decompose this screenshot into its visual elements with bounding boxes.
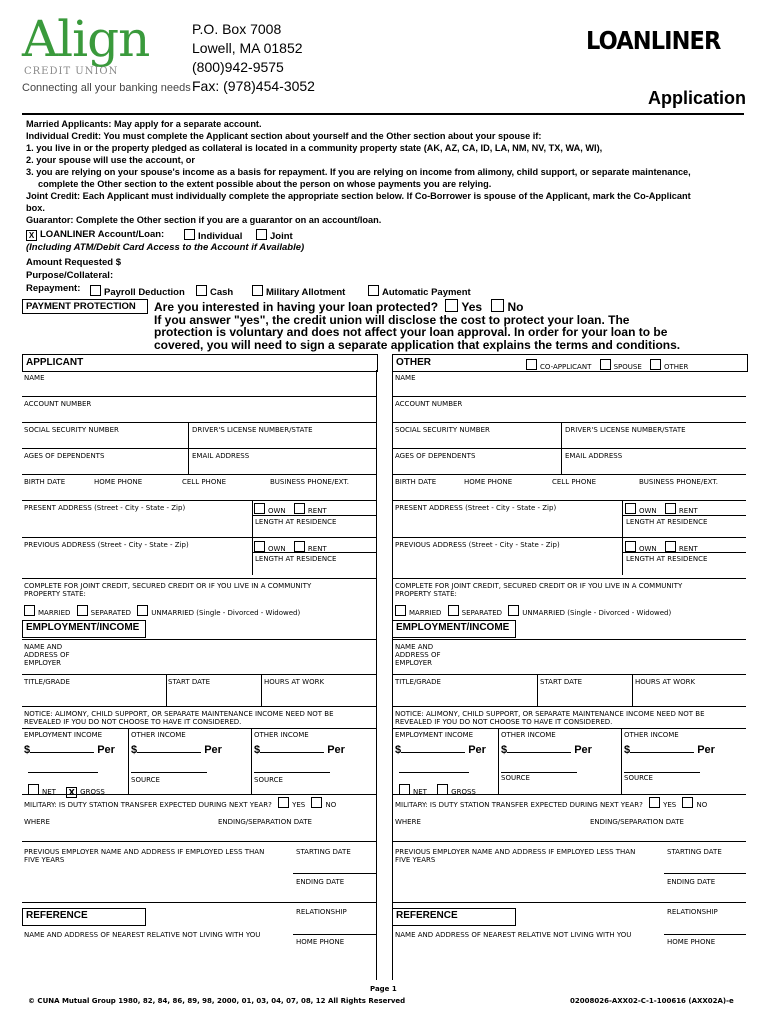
applicant-emp-income-label: EMPLOYMENT INCOME: [24, 731, 103, 739]
applicant-previous-address-field[interactable]: PREVIOUS ADDRESS (Street - City - State - Zip): [24, 541, 189, 549]
other-ssn-field[interactable]: SOCIAL SECURITY NUMBER: [395, 426, 490, 434]
other-reference-header: REFERENCE: [392, 908, 516, 926]
own-checkbox[interactable]: [625, 541, 636, 552]
divider: [22, 706, 377, 707]
applicant-ages-field[interactable]: AGES OF DEPENDENTS: [24, 452, 105, 460]
divider: [664, 873, 746, 874]
cu-address: [192, 20, 315, 96]
dollar-sign: $: [254, 744, 261, 756]
dollar-sign: $: [395, 744, 402, 756]
other-where-field[interactable]: WHERE: [395, 818, 421, 826]
fax: Fax: (978)454-3052: [192, 78, 315, 94]
divider: [22, 537, 377, 538]
applicant-previous-employer-field[interactable]: [24, 848, 264, 864]
own-label: OWN: [639, 545, 657, 553]
phone: (800)942-9575: [192, 59, 284, 75]
other-previous-employer-field[interactable]: [395, 848, 635, 864]
per-line: [399, 772, 469, 773]
unmarried-label: UNMARRIED (Single - Divorced - Widowed): [522, 609, 672, 617]
other-nearest-relative-field[interactable]: NAME AND ADDRESS OF NEAREST RELATIVE NOT LIVING WITH YOU: [395, 931, 632, 939]
co-applicant-checkbox[interactable]: [526, 359, 537, 370]
applicant-account-number-field[interactable]: ACCOUNT NUMBER: [24, 400, 92, 408]
employer-label-line: NAME AND: [24, 643, 63, 651]
previous-employer-line: FIVE YEARS: [24, 856, 65, 864]
divider: [392, 578, 746, 579]
protection-yes-label: Yes: [461, 300, 483, 314]
military-allotment-checkbox[interactable]: [252, 285, 263, 296]
intro-line: 1. you live in or the property pledged as collateral is located in a community property state (AK, AZ, CA, ID, LA, NM, NV, TX, WA, WI),: [26, 143, 603, 153]
divider: [22, 422, 377, 423]
dollar-sign: $: [131, 744, 138, 756]
previous-employer-line: FIVE YEARS: [395, 856, 436, 864]
applicant-ending-sep-field[interactable]: ENDING/SEPARATION DATE: [218, 818, 312, 826]
applicant-other-income-label: OTHER INCOME: [131, 731, 186, 739]
military-yes-checkbox[interactable]: [278, 797, 289, 808]
source-line: [501, 772, 577, 773]
net-label: NET: [413, 788, 427, 796]
rent-label: RENT: [307, 545, 327, 553]
applicant-ssn-field[interactable]: SOCIAL SECURITY NUMBER: [24, 426, 119, 434]
gross-label: GROSS: [451, 788, 476, 796]
other-left-border: [392, 370, 393, 980]
military-question: MILITARY: IS DUTY STATION TRANSFER EXPECTED DURING NEXT YEAR?: [24, 801, 272, 809]
other-starting-date-field[interactable]: STARTING DATE: [667, 848, 722, 856]
other-marital-status: [395, 605, 671, 617]
amount-requested[interactable]: Amount Requested $: [26, 257, 122, 268]
other-income-amount[interactable]: [395, 744, 486, 756]
intro-line: Married Applicants: May apply for a separate account.: [26, 119, 262, 129]
notice-line: NOTICE: ALIMONY, CHILD SUPPORT, OR SEPARATE MAINTENANCE INCOME NEED NOT BE: [24, 710, 334, 718]
separated-checkbox[interactable]: [77, 605, 88, 616]
employer-label-line: EMPLOYER: [24, 659, 62, 667]
other-title: OTHER: [396, 357, 431, 368]
military-no-checkbox[interactable]: [311, 797, 322, 808]
other-ref-home-phone-field[interactable]: HOME PHONE: [667, 938, 716, 946]
own-label: OWN: [639, 507, 657, 515]
applicant-income-amount[interactable]: [24, 744, 115, 756]
other-present-address-field[interactable]: PRESENT ADDRESS (Street - City - State - Zip): [395, 504, 557, 512]
applicant-reference-header: REFERENCE: [22, 908, 146, 926]
divider: [261, 674, 262, 706]
other-name-field[interactable]: NAME: [395, 374, 416, 382]
other-other-income-label-2: OTHER INCOME: [624, 731, 679, 739]
other-prev-length-field[interactable]: LENGTH AT RESIDENCE: [626, 555, 708, 563]
divider: [392, 794, 746, 795]
source-line: [131, 772, 207, 773]
other-option-label: OTHER: [664, 363, 689, 371]
divider: [392, 500, 746, 501]
protection-line: If you answer "yes", the credit union will disclose the cost to protect your loan. The: [154, 312, 630, 327]
applicant-right-border: [376, 370, 377, 980]
rent-checkbox[interactable]: [294, 503, 305, 514]
divider: [252, 537, 253, 575]
no-label: NO: [696, 801, 708, 809]
rent-checkbox[interactable]: [665, 503, 676, 514]
applicant-ending-date-field[interactable]: ENDING DATE: [296, 878, 345, 886]
protection-no-checkbox[interactable]: [491, 299, 504, 312]
divider: [22, 396, 377, 397]
net-label: NET: [42, 788, 56, 796]
military-no-checkbox[interactable]: [682, 797, 693, 808]
other-checkbox[interactable]: [650, 359, 661, 370]
spouse-label: SPOUSE: [613, 363, 642, 371]
applicant-own-rent: [254, 503, 327, 515]
divider: [622, 500, 623, 538]
protection-no-label: No: [507, 300, 524, 314]
employer-label-line: ADDRESS OF: [24, 651, 70, 659]
divider: [664, 934, 746, 935]
page-number: Page 1: [370, 985, 397, 993]
employer-label-line: NAME AND: [395, 643, 434, 651]
payroll-label: Payroll Deduction: [104, 287, 185, 298]
other-length-field[interactable]: LENGTH AT RESIDENCE: [626, 518, 708, 526]
other-account-number-field[interactable]: ACCOUNT NUMBER: [395, 400, 463, 408]
applicant-employer-field[interactable]: [24, 643, 70, 667]
logo-tagline: Connecting all your banking needs: [22, 82, 191, 94]
divider: [392, 728, 746, 729]
applicant-other-income-amount-2[interactable]: [254, 744, 345, 756]
divider: [498, 728, 499, 794]
divider: [22, 578, 377, 579]
divider: [22, 500, 377, 501]
notice-line: REVEALED IF YOU DO NOT CHOOSE TO HAVE IT CONSIDERED.: [395, 718, 613, 726]
intro-line: box.: [26, 203, 45, 213]
other-cell-phone-field[interactable]: CELL PHONE: [552, 478, 596, 486]
divider: [392, 902, 746, 903]
other-role-options: [526, 359, 688, 371]
other-email-field[interactable]: EMAIL ADDRESS: [565, 452, 623, 460]
divider: [392, 674, 746, 675]
per-label: Per: [574, 744, 592, 756]
dollar-sign: $: [24, 744, 31, 756]
gross-checkbox[interactable]: X: [66, 787, 77, 798]
intro-line: 3. you are relying on your spouse's income as a basis for repayment. If you are relying on income from alimony, child support, or separate maintenance,: [26, 167, 691, 177]
applicant-ref-home-phone-field[interactable]: HOME PHONE: [296, 938, 345, 946]
dollar-sign: $: [624, 744, 631, 756]
account-section: [26, 229, 746, 296]
married-label: MARRIED: [38, 609, 71, 617]
protection-text: [154, 299, 746, 351]
cash-label: Cash: [210, 287, 234, 298]
address-line2: Lowell, MA 01852: [192, 40, 303, 56]
divider: [392, 639, 746, 640]
divider: [392, 841, 746, 842]
applicant-relationship-field[interactable]: RELATIONSHIP: [296, 908, 347, 916]
applicant-prev-length-field[interactable]: LENGTH AT RESIDENCE: [255, 555, 337, 563]
no-label: NO: [325, 801, 337, 809]
per-label: Per: [468, 744, 486, 756]
previous-employer-line: PREVIOUS EMPLOYER NAME AND ADDRESS IF EMPLOYED LESS THAN: [24, 848, 265, 856]
applicant-source-field[interactable]: SOURCE: [131, 776, 160, 784]
form-title: Application: [648, 88, 746, 108]
other-ages-field[interactable]: AGES OF DEPENDENTS: [395, 452, 476, 460]
protection-line: covered, you will need to sign a separate application that explains the terms and conditions.: [154, 337, 681, 352]
divider: [128, 728, 129, 794]
other-other-income-amount-2[interactable]: [624, 744, 715, 756]
per-label: Per: [697, 744, 715, 756]
purpose-collateral[interactable]: Purpose/Collateral:: [26, 270, 114, 281]
previous-employer-line: PREVIOUS EMPLOYER NAME AND ADDRESS IF EMPLOYED LESS THAN: [395, 848, 636, 856]
divider: [22, 639, 377, 640]
notice-line: REVEALED IF YOU DO NOT CHOOSE TO HAVE IT CONSIDERED.: [24, 718, 242, 726]
other-notice: [395, 710, 705, 726]
other-title-grade-field[interactable]: TITLE/GRADE: [395, 678, 441, 686]
dollar-sign: $: [501, 744, 508, 756]
divider: [22, 474, 377, 475]
applicant-starting-date-field[interactable]: STARTING DATE: [296, 848, 351, 856]
applicant-name-field[interactable]: NAME: [24, 374, 45, 382]
divider: [22, 902, 377, 903]
other-hours-field[interactable]: HOURS AT WORK: [635, 678, 696, 686]
applicant-title: APPLICANT: [26, 357, 84, 368]
yes-label: YES: [663, 801, 677, 809]
divider: [22, 794, 377, 795]
divider: [252, 552, 377, 553]
payment-protection-label: PAYMENT PROTECTION: [22, 299, 148, 314]
divider: [392, 396, 746, 397]
applicant-title-grade-field[interactable]: TITLE/GRADE: [24, 678, 70, 686]
own-label: OWN: [268, 545, 286, 553]
employer-label-line: EMPLOYER: [395, 659, 433, 667]
intro-line: complete the Other section to the extent possible about the person on whose payments you are relying.: [38, 179, 492, 189]
separated-label: SEPARATED: [90, 609, 132, 617]
own-checkbox[interactable]: [625, 503, 636, 514]
applicant-cell-phone-field[interactable]: CELL PHONE: [182, 478, 226, 486]
married-label: MARRIED: [409, 609, 442, 617]
other-source-field-2[interactable]: SOURCE: [624, 774, 653, 782]
other-joint-note: [395, 582, 682, 598]
logo-word: Align: [22, 10, 150, 68]
applicant-other-income-amount[interactable]: [131, 744, 222, 756]
form-code: 02008026-AXX02-C-1-100616 (AXX02A)-e: [570, 997, 734, 1005]
automatic-payment-label: Automatic Payment: [382, 287, 471, 298]
applicant-net-gross: [28, 784, 105, 798]
applicant-employment-header: EMPLOYMENT/INCOME: [22, 620, 146, 638]
source-line: [254, 772, 330, 773]
spouse-checkbox[interactable]: [600, 359, 611, 370]
protection-line: protection is voluntary and does not affect your loan approval. In order for your loan to be: [154, 325, 668, 339]
applicant-drivers-license-field[interactable]: DRIVER'S LICENSE NUMBER/STATE: [192, 426, 313, 434]
rent-checkbox[interactable]: [294, 541, 305, 552]
divider: [622, 515, 746, 516]
joint-note-line: COMPLETE FOR JOINT CREDIT, SECURED CREDIT OR IF YOU LIVE IN A COMMUNITY: [395, 582, 683, 590]
other-drivers-license-field[interactable]: DRIVER'S LICENSE NUMBER/STATE: [565, 426, 686, 434]
intro-line: 2. your spouse will use the account, or: [26, 155, 195, 165]
protection-yes-checkbox[interactable]: [445, 299, 458, 312]
address-line1: P.O. Box 7008: [192, 21, 282, 37]
joint-note-line: PROPERTY STATE:: [395, 590, 457, 598]
rent-label: RENT: [678, 545, 698, 553]
applicant-home-phone-field[interactable]: HOME PHONE: [94, 478, 143, 486]
co-applicant-label: CO-APPLICANT: [540, 363, 592, 371]
intro-text: [26, 118, 746, 226]
applicant-notice: [24, 710, 334, 726]
military-allotment-label: Military Allotment: [266, 287, 346, 298]
own-checkbox[interactable]: [254, 541, 265, 552]
yes-label: YES: [292, 801, 306, 809]
applicant-present-address-field[interactable]: PRESENT ADDRESS (Street - City - State - Zip): [24, 504, 186, 512]
other-source-field[interactable]: SOURCE: [501, 774, 530, 782]
married-checkbox[interactable]: [395, 605, 406, 616]
applicant-start-date-field[interactable]: START DATE: [168, 678, 211, 686]
notice-line: NOTICE: ALIMONY, CHILD SUPPORT, OR SEPARATE MAINTENANCE INCOME NEED NOT BE: [395, 710, 705, 718]
divider: [251, 728, 252, 794]
divider: [622, 552, 746, 553]
unmarried-checkbox[interactable]: [508, 605, 519, 616]
applicant-hours-field[interactable]: HOURS AT WORK: [264, 678, 325, 686]
applicant-where-field[interactable]: WHERE: [24, 818, 50, 826]
intro-line: Joint Credit: Each Applicant must individually complete the appropriate section below. If Co-Borrower is spouse of the Applicant, mark the Co-Applicant: [26, 191, 691, 201]
intro-line: Individual Credit: You must complete the Applicant section about yourself and the Other section about your spouse if:: [26, 131, 542, 141]
intro-line: Guarantor: Complete the Other section if you are a guarantor on an account/loan.: [26, 215, 382, 225]
military-yes-checkbox[interactable]: [649, 797, 660, 808]
automatic-payment-checkbox[interactable]: [368, 285, 379, 296]
copyright: © CUNA Mutual Group 1980, 82, 84, 86, 89, 98, 2000, 01, 03, 04, 07, 08, 12 All Rights Reserved: [28, 997, 406, 1005]
other-employer-field[interactable]: [395, 643, 441, 667]
rent-label: RENT: [678, 507, 698, 515]
individual-label: Individual: [198, 231, 243, 242]
other-own-rent: [625, 503, 698, 515]
rent-checkbox[interactable]: [665, 541, 676, 552]
payroll-checkbox[interactable]: [90, 285, 101, 296]
applicant-military: [24, 797, 336, 809]
other-business-phone-field[interactable]: BUSINESS PHONE/EXT.: [639, 478, 718, 486]
own-checkbox[interactable]: [254, 503, 265, 514]
divider: [22, 728, 377, 729]
applicant-source-field-2[interactable]: SOURCE: [254, 776, 283, 784]
align-logo: [18, 10, 191, 94]
other-other-income-amount[interactable]: [501, 744, 592, 756]
joint-note-line: COMPLETE FOR JOINT CREDIT, SECURED CREDIT OR IF YOU LIVE IN A COMMUNITY: [24, 582, 312, 590]
other-employment-header: EMPLOYMENT/INCOME: [392, 620, 516, 638]
applicant-joint-note: [24, 582, 311, 598]
divider: [392, 474, 746, 475]
divider: [252, 500, 253, 538]
per-label: Per: [97, 744, 115, 756]
divider: [166, 674, 167, 706]
repayment-label: Repayment:: [26, 283, 81, 294]
protection-question: Are you interested in having your loan protected?: [154, 300, 439, 314]
applicant-birth-field[interactable]: BIRTH DATE: [24, 478, 66, 486]
source-line: [624, 772, 700, 773]
divider: [632, 674, 633, 706]
other-emp-income-label: EMPLOYMENT INCOME: [395, 731, 474, 739]
divider: [252, 515, 377, 516]
applicant-email-field[interactable]: EMAIL ADDRESS: [192, 452, 250, 460]
joint-checkbox[interactable]: [256, 229, 267, 240]
logo-sub: CREDIT UNION: [24, 66, 119, 77]
other-other-income-label: OTHER INCOME: [501, 731, 556, 739]
separated-checkbox[interactable]: [448, 605, 459, 616]
joint-label: Joint: [270, 231, 293, 242]
separated-label: SEPARATED: [461, 609, 503, 617]
divider: [22, 448, 377, 449]
applicant-length-field[interactable]: LENGTH AT RESIDENCE: [255, 518, 337, 526]
divider: [22, 674, 377, 675]
other-birth-field[interactable]: BIRTH DATE: [395, 478, 437, 486]
applicant-business-phone-field[interactable]: BUSINESS PHONE/EXT.: [270, 478, 349, 486]
divider: [22, 841, 377, 842]
per-label: Per: [204, 744, 222, 756]
divider: [293, 873, 377, 874]
other-military: [395, 797, 707, 809]
divider: [622, 537, 623, 575]
per-line: [28, 772, 98, 773]
divider: [392, 448, 746, 449]
divider: [392, 706, 746, 707]
divider: [392, 422, 746, 423]
account-note: (Including ATM/Debit Card Access to the Account if Available): [26, 242, 305, 253]
divider: [621, 728, 622, 794]
applicant-marital-status: [24, 605, 300, 617]
loanliner-checkbox[interactable]: X: [26, 230, 37, 241]
divider: [293, 934, 377, 935]
joint-note-line: PROPERTY STATE:: [24, 590, 86, 598]
rent-label: RENT: [307, 507, 327, 515]
account-label: LOANLINER Account/Loan:: [40, 229, 165, 240]
top-rule: [22, 113, 744, 115]
other-previous-address-field[interactable]: PREVIOUS ADDRESS (Street - City - State - Zip): [395, 541, 560, 549]
applicant-other-income-label-2: OTHER INCOME: [254, 731, 309, 739]
per-label: Per: [327, 744, 345, 756]
other-home-phone-field[interactable]: HOME PHONE: [464, 478, 513, 486]
employer-label-line: ADDRESS OF: [395, 651, 441, 659]
other-start-date-field[interactable]: START DATE: [540, 678, 583, 686]
other-ending-date-field[interactable]: ENDING DATE: [667, 878, 716, 886]
married-checkbox[interactable]: [24, 605, 35, 616]
divider: [392, 537, 746, 538]
gross-label: GROSS: [80, 788, 105, 796]
individual-checkbox[interactable]: [184, 229, 195, 240]
cash-checkbox[interactable]: [196, 285, 207, 296]
military-question: MILITARY: IS DUTY STATION TRANSFER EXPECTED DURING NEXT YEAR?: [395, 801, 643, 809]
own-label: OWN: [268, 507, 286, 515]
divider: [537, 674, 538, 706]
unmarried-checkbox[interactable]: [137, 605, 148, 616]
applicant-nearest-relative-field[interactable]: NAME AND ADDRESS OF NEAREST RELATIVE NOT LIVING WITH YOU: [24, 931, 261, 939]
other-relationship-field[interactable]: RELATIONSHIP: [667, 908, 718, 916]
other-ending-sep-field[interactable]: ENDING/SEPARATION DATE: [590, 818, 684, 826]
loanliner-logo: LOANLINER: [586, 26, 721, 55]
unmarried-label: UNMARRIED (Single - Divorced - Widowed): [151, 609, 301, 617]
